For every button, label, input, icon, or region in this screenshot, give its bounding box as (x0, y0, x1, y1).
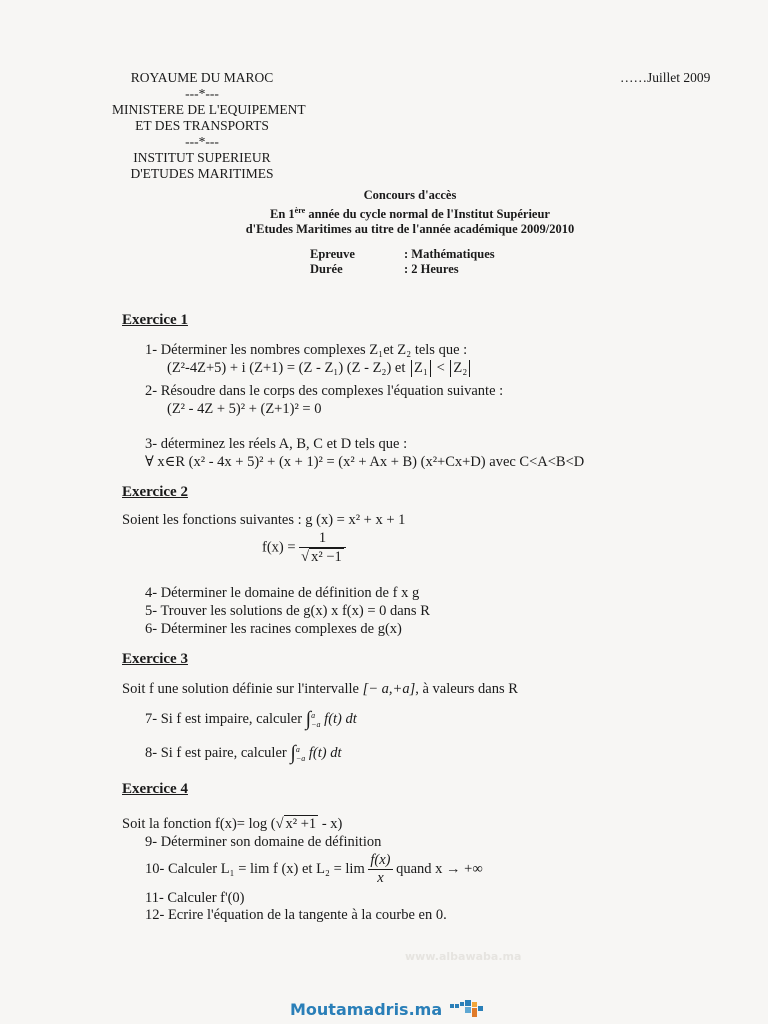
ex1-question3: 3- déterminez les réels A, B, C et D tels que : (145, 436, 408, 452)
ex1-question1: 1- Déterminer les nombres complexes Z₁et Z₂ tels que : (145, 342, 468, 358)
exercise2-heading: Exercice 2 (122, 484, 188, 500)
ex2-question6: 6- Déterminer les racines complexes de g(x) (145, 621, 402, 637)
ex2-question5: 5- Trouver les solutions de g(x) x f(x) = 0 dans R (145, 603, 430, 619)
exercise3-heading: Exercice 3 (122, 651, 188, 667)
ex4-question11: 11- Calculer f'(0) (145, 890, 245, 906)
title-line1: Concours d'accès (363, 188, 457, 202)
ex3-intro: Soit f une solution définie sur l'intervalle [− a,+a], à valeurs dans R (122, 681, 518, 697)
separator: ---*--- (185, 134, 219, 149)
exam-date: ……Juillet 2009 (620, 70, 711, 85)
ex3-question8: 8- Si f est paire, calculer ∫ a −a f(t) dt (145, 742, 342, 764)
duree-value: : 2 Heures (404, 262, 459, 276)
ex1-question1-equation: (Z²-4Z+5) + i (Z+1) = (Z - Z₁) (Z - Z₂) et Z₁ < Z₂ (167, 360, 472, 377)
header-institution (112, 70, 306, 182)
ministry-line2: ET DES TRANSPORTS (135, 118, 269, 133)
ex3-question7: 7- Si f est impaire, calculer ∫ a −a f(t) dt (145, 708, 357, 730)
epreuve-value: : Mathématiques (404, 247, 495, 261)
title-line3: d'Etudes Maritimes au titre de l'année académique 2009/2010 (245, 222, 575, 237)
epreuve-label: Epreuve (310, 247, 355, 261)
title-line2: En 1ère année du cycle normal de l'Institut Supérieur (270, 206, 550, 222)
kingdom-name: ROYAUME DU MAROC (130, 70, 274, 85)
exam-title (200, 188, 620, 237)
ex1-question2-equation: (Z² - 4Z + 5)² + (Z+1)² = 0 (167, 401, 322, 417)
ex2-question4: 4- Déterminer le domaine de définition de f x g (145, 585, 420, 601)
separator: ---*--- (185, 86, 219, 101)
footer-brand (290, 1000, 484, 1023)
brand-logo-icon (450, 1000, 484, 1023)
brand-logo-text: Moutamadris.ma (290, 1000, 443, 1020)
exercise4-heading: Exercice 4 (122, 781, 188, 797)
ministry-line1: MINISTERE DE L'EQUIPEMENT (112, 102, 306, 117)
institute-line1: INSTITUT SUPERIEUR (133, 150, 271, 165)
ex2-intro: Soient les fonctions suivantes : g (x) = x² + x + 1 (122, 512, 406, 528)
ex1-question3-equation: ∀ x∈R (x² - 4x + 5)² + (x + 1)² = (x² + Ax + B) (x²+Cx+D) avec C<A<B<D (145, 454, 585, 470)
exercise1-heading: Exercice 1 (122, 312, 188, 328)
ex1-question2: 2- Résoudre dans le corps des complexes l'équation suivante : (145, 383, 504, 399)
institute-line2: D'ETUDES MARITIMES (130, 166, 274, 181)
ex4-question9: 9- Déterminer son domaine de définition (145, 834, 382, 850)
ex4-question10: 10- Calculer L₁ = lim f (x) et L₂ = lim $\frac{f(x)}{x}$ quand x → +∞ (145, 852, 483, 886)
duree-label: Durée (310, 262, 343, 276)
ex4-question12: 12- Ecrire l'équation de la tangente à la courbe en 0. (145, 907, 447, 923)
ex4-intro: Soit la fonction f(x)= log (√ x² +1 - x) (122, 816, 343, 832)
ex2-f-definition: f(x) = $\frac{1}{\text{√ x² −1}}$ (262, 530, 346, 566)
watermark: www.albawaba.ma (405, 950, 522, 963)
